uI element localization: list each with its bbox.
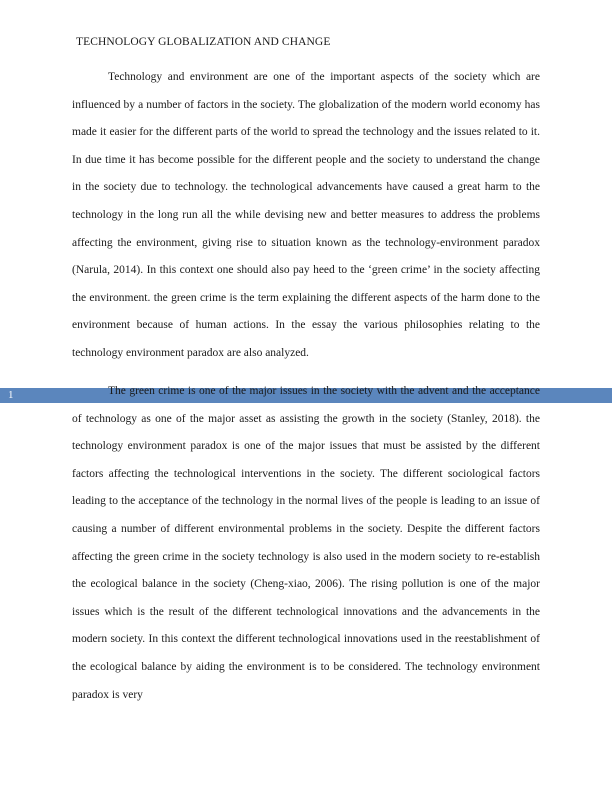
body-paragraph-2: The green crime is one of the major issues in the society with the advent and the acceptance of technology as one of the major asset as assisting the growth in the society (Stanley, 2018). the technology environment paradox is one of the major issues that must be assisted by the different factors affecting the technological interventions in the society. The different sociological factors leading to the acceptance of the technology in the normal lives of the people is leading to an issue of causing a number of different environmental problems in the society. Despite the different factors affecting the green crime in the society technology is also used in the modern society to re-establish the ecological balance in the society (Cheng-xiao, 2006). The rising pollution is one of the major issues which is the result of the different technological innovations and the advancements in the modern society. In this context the different technological innovations used in the reestablishment of the ecological balance by aiding the environment is to be considered. The technology environment paradox is very — [72, 385, 540, 701]
body-paragraph-1: Technology and environment are one of the important aspects of the society which are influenced by a number of factors in the society. The globalization of the modern world economy has made it easier for the different parts of the world to spread the technology and the issues related to it. In due time it has become possible for the different people and the society to understand the change in the society due to technology. the technological advancements have caused a great harm to the technology in the long run all the while devising new and better measures to address the problems affecting the environment, giving rise to situation known as the technology-environment paradox (Narula, 2014). In this context one should also pay heed to the ‘green crime’ in the society affecting the environment. the green crime is the term explaining the different aspects of the harm done to the environment because of human actions. In the essay the various philosophies relating to the technology environment paradox are also analyzed. — [72, 71, 540, 359]
page-number: 1 — [8, 389, 14, 401]
running-head: TECHNOLOGY GLOBALIZATION AND CHANGE — [76, 36, 331, 48]
